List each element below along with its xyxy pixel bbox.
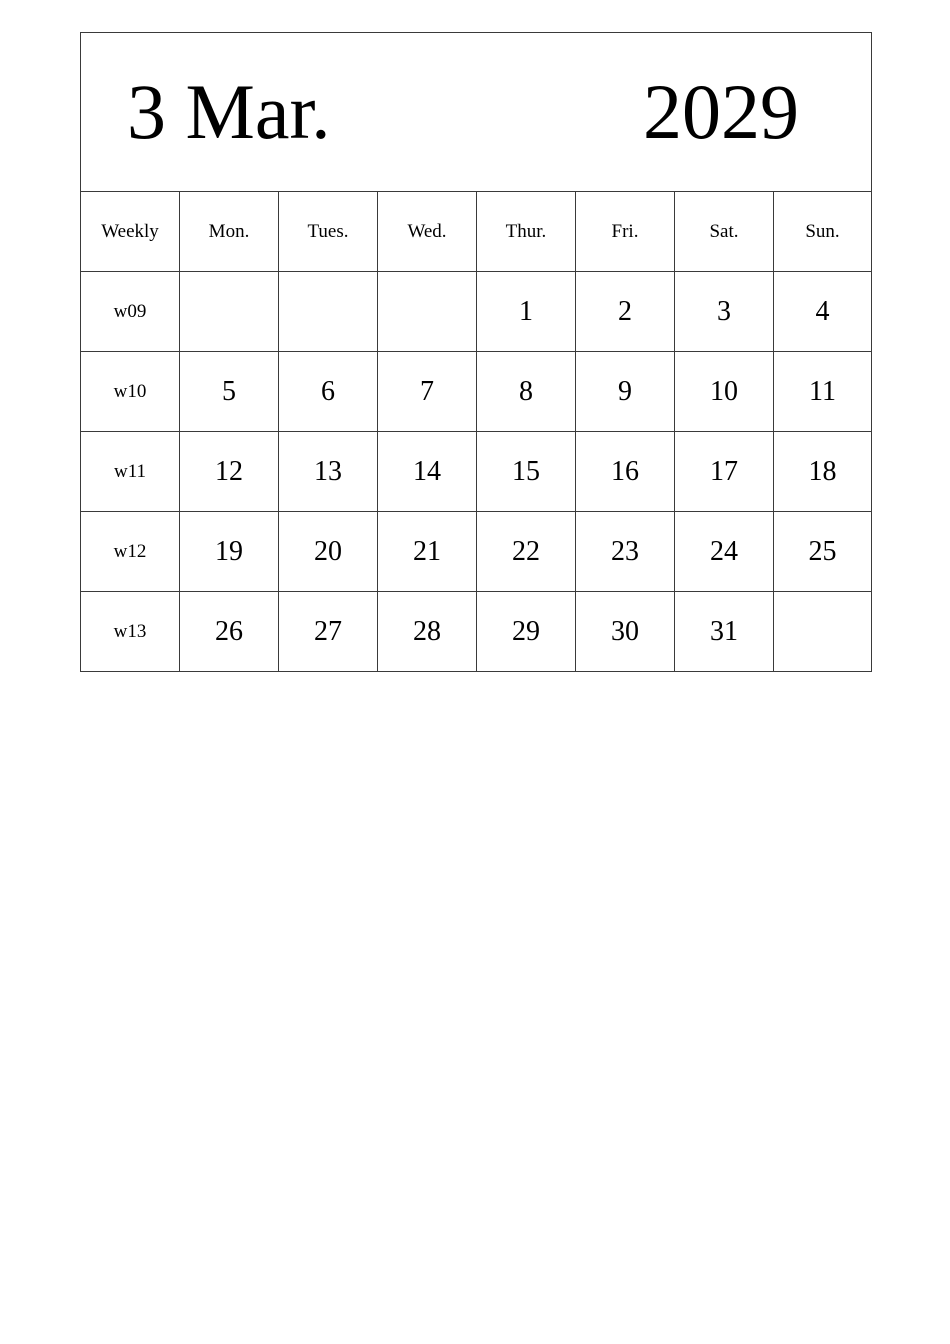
week-number: w09 xyxy=(81,272,180,352)
day-cell: 9 xyxy=(576,352,675,432)
day-cell: 6 xyxy=(279,352,378,432)
header-weekly: Weekly xyxy=(81,192,180,272)
day-cell: 24 xyxy=(675,512,774,592)
header-tue: Tues. xyxy=(279,192,378,272)
day-cell: 14 xyxy=(378,432,477,512)
day-cell: 3 xyxy=(675,272,774,352)
header-fri: Fri. xyxy=(576,192,675,272)
calendar-title xyxy=(81,33,872,192)
day-cell: 8 xyxy=(477,352,576,432)
header-sun: Sun. xyxy=(774,192,872,272)
day-cell: 1 xyxy=(477,272,576,352)
day-cell: 18 xyxy=(774,432,872,512)
week-row xyxy=(81,432,872,512)
year-title: 2029 xyxy=(643,68,799,155)
day-cell: 7 xyxy=(378,352,477,432)
day-cell: 30 xyxy=(576,592,675,672)
day-cell: 15 xyxy=(477,432,576,512)
week-row xyxy=(81,512,872,592)
day-cell: 11 xyxy=(774,352,872,432)
day-cell: 21 xyxy=(378,512,477,592)
day-cell: 25 xyxy=(774,512,872,592)
day-cell: 12 xyxy=(180,432,279,512)
day-cell xyxy=(279,272,378,352)
header-sat: Sat. xyxy=(675,192,774,272)
day-cell: 2 xyxy=(576,272,675,352)
week-row xyxy=(81,592,872,672)
header-wed: Wed. xyxy=(378,192,477,272)
day-cell: 29 xyxy=(477,592,576,672)
week-number: w13 xyxy=(81,592,180,672)
week-row xyxy=(81,352,872,432)
day-cell: 17 xyxy=(675,432,774,512)
day-cell: 19 xyxy=(180,512,279,592)
day-cell: 16 xyxy=(576,432,675,512)
week-row xyxy=(81,272,872,352)
day-cell: 20 xyxy=(279,512,378,592)
weekday-header-row xyxy=(81,192,872,272)
month-title: 3 Mar. xyxy=(127,68,331,155)
day-cell: 31 xyxy=(675,592,774,672)
day-cell: 5 xyxy=(180,352,279,432)
day-cell xyxy=(180,272,279,352)
day-cell: 27 xyxy=(279,592,378,672)
day-cell: 13 xyxy=(279,432,378,512)
week-number: w10 xyxy=(81,352,180,432)
day-cell: 26 xyxy=(180,592,279,672)
calendar-table xyxy=(80,32,872,672)
day-cell: 10 xyxy=(675,352,774,432)
day-cell xyxy=(774,592,872,672)
day-cell: 4 xyxy=(774,272,872,352)
day-cell: 28 xyxy=(378,592,477,672)
day-cell: 23 xyxy=(576,512,675,592)
day-cell xyxy=(378,272,477,352)
header-thu: Thur. xyxy=(477,192,576,272)
week-number: w12 xyxy=(81,512,180,592)
day-cell: 22 xyxy=(477,512,576,592)
header-mon: Mon. xyxy=(180,192,279,272)
week-number: w11 xyxy=(81,432,180,512)
